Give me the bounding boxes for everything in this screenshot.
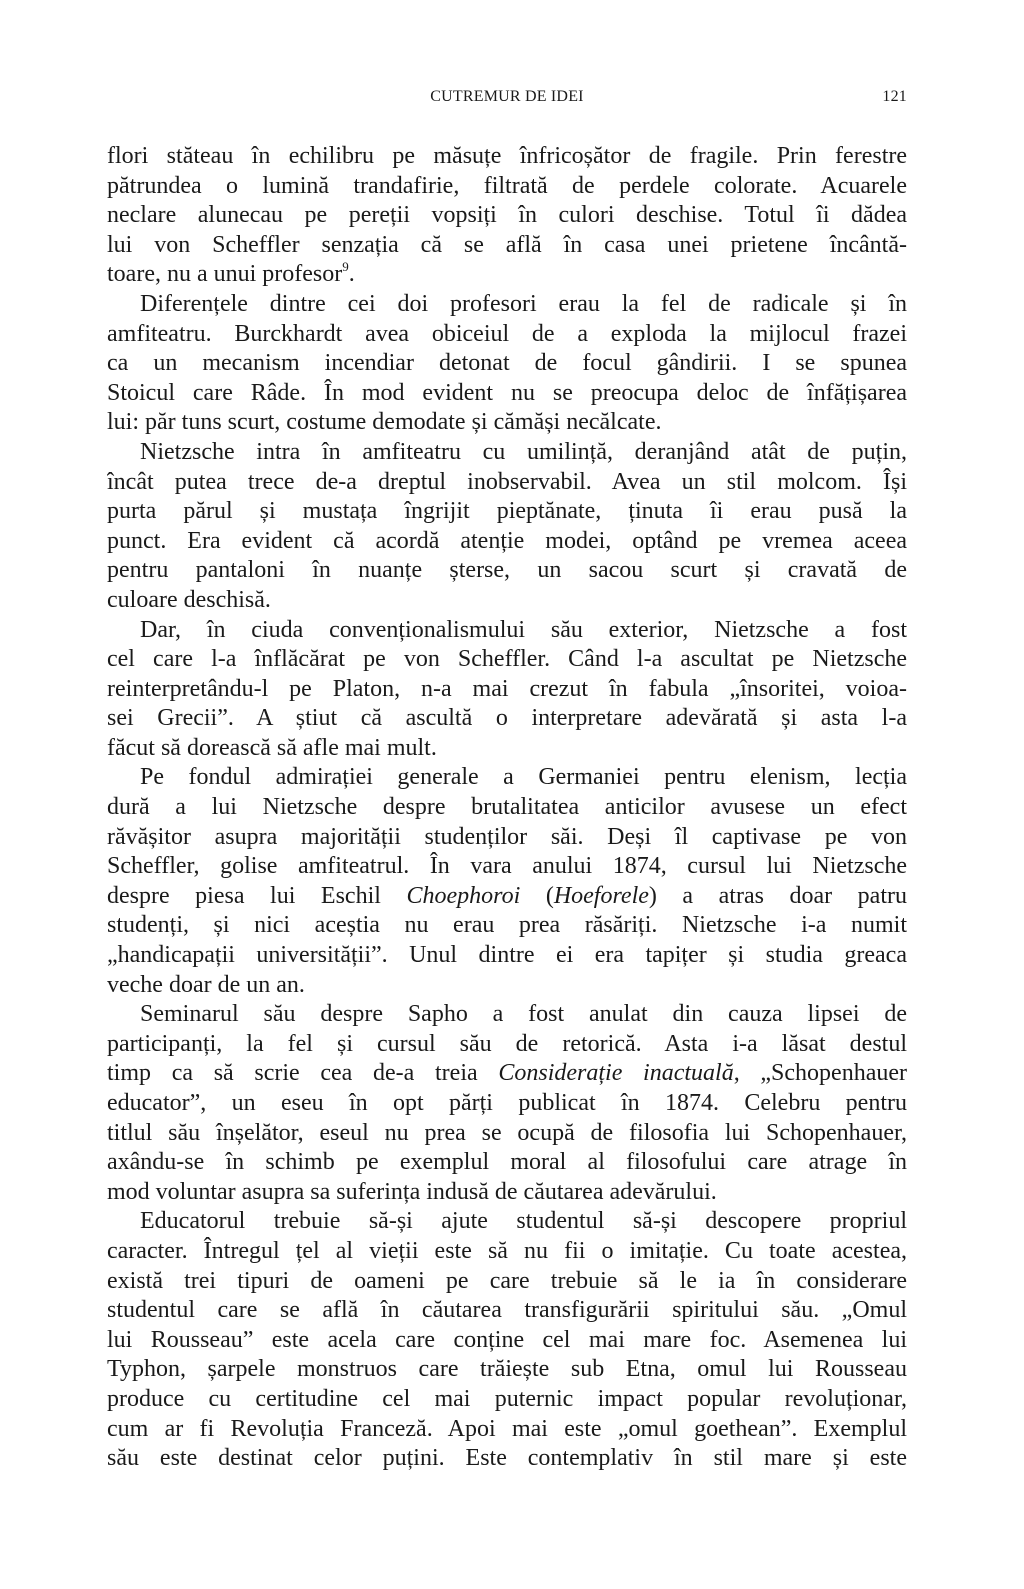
- paragraph: [107, 616, 907, 764]
- text-line: toare, nu a unui profesor$^9$.: [107, 260, 355, 288]
- text-line: Pe fondul admirației generale a Germaniei pentru elenism, lecția: [140, 764, 907, 791]
- text-line: despre piesa lui Eschil Choephoroi (Hoeforele) a atras doar patru: [107, 882, 907, 909]
- text-line: Scheffler, golise amfiteatrul. În vara anului 1874, cursul lui Nietzsche: [107, 853, 907, 880]
- text-line: Diferențele dintre cei doi profesori erau la fel de radicale și în: [140, 290, 907, 317]
- italic-title: Choephoroi: [406, 882, 521, 909]
- text-line: pentru pantaloni în nuanțe șterse, un sacou scurt și cravată de: [107, 557, 907, 584]
- text-line: participanți, la fel și cursul său de retorică. Asta i-a lăsat destul: [107, 1030, 907, 1057]
- text-line: produce cu certitudine cel mai puternic impact popular revoluționar,: [107, 1385, 907, 1412]
- italic-title: Hoeforele: [553, 882, 649, 909]
- paragraph: [107, 438, 907, 616]
- text-line: flori stăteau în echilibru pe măsuțe înfricoșător de fragile. Prin ferestre: [107, 143, 907, 169]
- text-line: veche doar de un an.: [107, 971, 305, 998]
- page-number: 121: [882, 88, 907, 105]
- paragraph: [107, 142, 907, 290]
- text-line: Educatorul trebuie să-și ajute studentul să-și descopere propriul: [140, 1208, 907, 1235]
- text-line: axându-se în schimb pe exemplul moral al filosofului care atrage în: [107, 1149, 907, 1176]
- text-line: cum ar fi Revoluția Franceză. Apoi mai este „omul goethean”. Exemplul: [107, 1415, 907, 1442]
- text-line: reinterpretându-l pe Platon, n-a mai crezut în fabula „însoritei, voioa-: [107, 675, 907, 702]
- running-title: CUTREMUR DE IDEI: [430, 88, 584, 105]
- text-line: caracter. Întregul țel al vieții este să nu fii o imitație. Cu toate acestea,: [107, 1237, 907, 1264]
- text-line: răvășitor asupra majorității studenților săi. Deși îl captivase pe von: [107, 823, 907, 850]
- text-line: Dar, în ciuda convenționalismului său exterior, Nietzsche a fost: [140, 616, 907, 643]
- paragraph: [107, 763, 907, 1000]
- text-line: Typhon, șarpele monstruos care trăiește sub Etna, omul lui Rousseau: [107, 1356, 907, 1383]
- text-line: studentul care se află în căutarea transfigurării spiritului său. „Omul: [107, 1297, 907, 1324]
- paragraph: [107, 290, 907, 438]
- text-line: încât putea trece de-a dreptul inobservabil. Avea un stil molcom. Își: [107, 468, 907, 495]
- text-line: neclare alunecau pe pereții vopsiți în culori deschise. Totul îi dădea: [107, 202, 907, 229]
- footnote-reference[interactable]: 9: [342, 260, 349, 275]
- text-line: educator”, un eseu în opt părți publicat în 1874. Celebru pentru: [107, 1090, 907, 1116]
- text-line: studenți, și nici aceștia nu erau prea răsăriți. Nietzsche i-a numit: [107, 912, 907, 939]
- paragraph: [107, 1207, 907, 1473]
- running-header: [107, 84, 907, 114]
- text-line: lui Rousseau” este acela care conține cel mai mare foc. Asemenea lui: [107, 1326, 907, 1353]
- text-line: sei Grecii”. A știut că ascultă o interpretare adevărată și asta l-a: [107, 705, 907, 732]
- text-line: Stoicul care Râde. În mod evident nu se preocupa deloc de înfățișarea: [107, 379, 907, 406]
- text-line: lui von Scheffler senzația că se află în casa unei prietene încântă-: [107, 231, 907, 258]
- text-line: purta părul și mustața îngrijit pieptănate, ținuta îi erau pusă la: [107, 498, 907, 525]
- text-line: său este destinat celor puțini. Este contemplativ în stil mare și este: [107, 1445, 907, 1472]
- text-line: cel care l-a înflăcărat pe von Scheffler. Când l-a ascultat pe Nietzsche: [107, 646, 907, 673]
- paragraph: [107, 1000, 907, 1207]
- book-page: [107, 84, 907, 1474]
- text-line: Seminarul său despre Sapho a fost anulat din cauza lipsei de: [140, 1001, 907, 1028]
- text-line: făcut să dorească să afle mai mult.: [107, 734, 437, 761]
- text-line: mod voluntar asupra sa suferința indusă de căutarea adevărului.: [107, 1178, 717, 1205]
- text-line: titlul său înșelător, eseul nu prea se ocupă de filosofia lui Schopenhauer,: [107, 1119, 907, 1146]
- text-line: „handicapații universității”. Unul dintre ei era tapițer și studia greaca: [107, 942, 907, 969]
- text-line: dură a lui Nietzsche despre brutalitatea anticilor avusese un efect: [107, 794, 907, 821]
- text-line: există trei tipuri de oameni pe care trebuie să le ia în considerare: [107, 1267, 907, 1294]
- italic-title: Considerație inactuală: [498, 1060, 734, 1087]
- text-line: ca un mecanism incendiar detonat de focul gândirii. I se spunea: [107, 350, 907, 377]
- page-body: [107, 142, 907, 1474]
- text-line: amfiteatru. Burckhardt avea obiceiul de a exploda la mijlocul frazei: [107, 320, 907, 347]
- text-line: culoare deschisă.: [107, 586, 271, 613]
- text-line: pătrundea o lumină trandafirie, filtrată de perdele colorate. Acuarele: [107, 172, 907, 199]
- text-line: lui: păr tuns scurt, costume demodate și cămăși necălcate.: [107, 409, 662, 436]
- text-line: Nietzsche intra în amfiteatru cu umilință, deranjând atât de puțin,: [140, 438, 907, 465]
- text-line: punct. Era evident că acordă atenție modei, optând pe vremea aceea: [107, 527, 907, 554]
- text-line: timp ca să scrie cea de-a treia Considerație inactuală, „Schopenhauer: [107, 1060, 907, 1087]
